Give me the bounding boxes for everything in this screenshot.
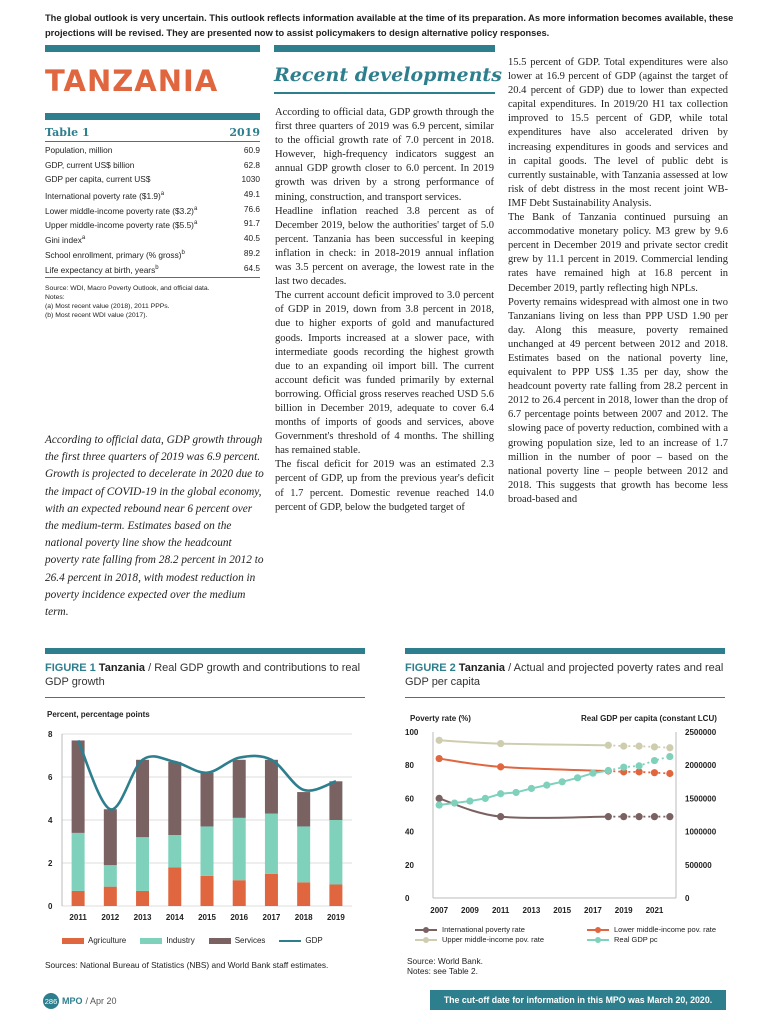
svg-text:2014: 2014: [165, 913, 184, 922]
legend-item: Services: [209, 936, 266, 945]
row-value: 91.7: [243, 218, 260, 229]
svg-text:2018: 2018: [294, 913, 313, 922]
table-row: [45, 231, 260, 246]
svg-text:2019: 2019: [326, 913, 345, 922]
figure-rule: [45, 697, 365, 698]
key-indicators-table: [45, 113, 260, 320]
paragraph: The current account deficit improved to 3.0 percent of GDP in 2019, down from 3.8 percent in 2018, due to higher exports of gold and manufactured goods. Imports increased at a slower pace, with intermediate goods recording the highest growth due to an expanding oil import bill. The current account deficit was funded primarily by external borrowing. Official gross reserves reached USD 5.6 billion in December 2019, adequate to cover 6.4 months of imports of goods and services, above Government's threshold of 4 months. The shilling has remained stable.: [275, 290, 494, 457]
row-value: 64.5: [243, 262, 260, 273]
figure-title: [405, 661, 725, 689]
row-value: 89.2: [243, 247, 260, 258]
body-column-2: [275, 106, 494, 515]
svg-text:80: 80: [405, 761, 414, 771]
figure-caption: / Real GDP growth and contributions to real GDP growth: [45, 662, 361, 688]
figure-label: FIGURE 2: [405, 662, 456, 674]
figure1-source: Sources: National Bureau of Statistics (NBS) and World Bank staff estimates.: [45, 960, 329, 970]
legend-item: Upper middle-income pov. rate: [415, 935, 544, 944]
table-row: [45, 158, 260, 173]
summary-text: According to official data, GDP growth through the first three quarters of 2019 was 6.9 percent. Growth is projected to decelerate in 2020 due to the impact of COVID-19 in the global economy, with an expected rebound near 6 percent over the medium-term. Estimates based on the national poverty line show the headcount poverty rate falling from 28.2 percent in 2012 to 26.4 percent in 2018, with modest reduction in poverty incidence expected over the medium term.: [45, 434, 264, 619]
paragraph: The Bank of Tanzania continued pursuing an accommodative monetary policy. M3 grew by 9.6 percent in December 2019 and private sector credit grew by 11.1 percent in 2019. Commercial lending rates have remained high at 16.8 percent in December 2019, partly reflecting high NPLs.: [508, 212, 728, 294]
legend-item: Lower middle-income pov. rate: [587, 925, 716, 934]
figure2-source-text: Source: World Bank.: [407, 956, 483, 966]
table-top-bar: [45, 113, 260, 120]
svg-text:1000000: 1000000: [685, 827, 717, 837]
legend-item: Real GDP pc: [587, 935, 658, 944]
figure-country: Tanzania: [458, 662, 506, 674]
disclaimer-text: The global outlook is very uncertain. This outlook reflects information available at the time of its preparation. As more information becomes available, these projections will be revised. They are presented now to assist policymakers to design alternative policy responses.: [45, 13, 734, 38]
legend-color-swatch: [140, 938, 162, 944]
row-value: 1030: [241, 174, 260, 185]
row-label: International poverty rate ($1.9)$^a$: [45, 190, 165, 201]
paragraph: According to official data, GDP growth through the first three quarters of 2019 was 6.9 percent, similar to the official growth rate of 7.0 percent in 2018. However, high-frequency indicators suggest an annual GDP growth closer to 6.0 percent. In 2019 growth was driven by a strong performance of mining, construction, and transport services.: [275, 107, 494, 203]
row-label: GDP, current US$ billion: [45, 159, 135, 170]
svg-text:2016: 2016: [230, 913, 249, 922]
svg-text:4: 4: [48, 816, 53, 825]
svg-text:2015: 2015: [198, 913, 216, 922]
row-label: Lower middle-income poverty rate ($3.2)$^a$: [45, 205, 198, 216]
figure2-left-axis-label: Poverty rate (%): [410, 714, 471, 723]
svg-text:8: 8: [48, 730, 53, 739]
legend-item: Industry: [140, 936, 194, 945]
row-label: Gini index$^a$: [45, 234, 86, 245]
table-row: [45, 187, 260, 202]
svg-text:0: 0: [685, 894, 690, 903]
row-label: School enrollment, primary (% gross)$^b$: [45, 249, 185, 260]
svg-text:2007: 2007: [430, 906, 449, 915]
table-year: 2019: [229, 126, 260, 139]
legend-item: GDP: [279, 936, 322, 945]
table-row: [45, 172, 260, 187]
figure1-y-axis-label: Percent, percentage points: [47, 710, 150, 719]
figure-1: [45, 648, 365, 698]
left-column-top-bar: [45, 45, 260, 52]
svg-text:2: 2: [48, 859, 53, 868]
table-source: Source: WDI, Macro Poverty Outlook, and official data.: [45, 285, 210, 293]
table-notes-label: Notes:: [45, 294, 65, 302]
svg-text:2013: 2013: [522, 906, 541, 915]
paragraph: The fiscal deficit for 2019 was an estimated 2.3 percent of GDP, up from the previous year's deficit of 1.7 percent. Domestic revenue reached 14.0 percent of GDP, below the budgeted target of: [275, 459, 494, 513]
middle-column-top-bar: [274, 45, 495, 52]
figure-title: [45, 661, 365, 689]
svg-text:2012: 2012: [101, 913, 120, 922]
table-row: [45, 143, 260, 158]
row-label: Life expectancy at birth, years$^b$: [45, 264, 159, 275]
svg-text:2011: 2011: [491, 906, 510, 915]
svg-text:2021: 2021: [645, 906, 664, 915]
row-value: 49.1: [243, 189, 260, 200]
country-title: TANZANIA: [45, 64, 219, 98]
footer-page-info: [43, 993, 117, 1009]
figure-top-bar: [45, 648, 365, 654]
row-label: Population, million: [45, 145, 113, 155]
figure2-source: [407, 956, 483, 976]
figure-country: Tanzania: [98, 662, 146, 674]
cutoff-date-banner: The cut-off date for information in this MPO was March 20, 2020.: [430, 990, 726, 1010]
figure2-legend: [415, 925, 735, 947]
svg-text:0: 0: [405, 894, 410, 903]
svg-text:2013: 2013: [133, 913, 152, 922]
svg-text:20: 20: [405, 860, 414, 870]
paragraph: 15.5 percent of GDP. Total expenditures were also lower at 16.9 percent of GDP (against the target of 20.4 percent of GDP) due to lower than expected capital expenditures. In 2019/20 H1 tax collection improved to 15.5 percent of GDP, while total expenditures have also accelerated driven by increasing expenditures in goods and services and in capital goods. The level of public debt is currently sustainable, with Tanzania assessed at low risk of debt distress in the most recent joint WB-IMF Debt Sustainability Analysis.: [508, 57, 728, 209]
page-number-badge: 286: [43, 993, 59, 1009]
svg-text:2017: 2017: [584, 906, 602, 915]
publication-name: MPO: [62, 996, 83, 1006]
table-notes: [45, 284, 260, 320]
figure2-chart: [400, 725, 730, 920]
figure1-legend: [62, 936, 323, 945]
publication-date: / Apr 20: [85, 996, 117, 1006]
figure2-right-axis-label: Real GDP per capita (constant LCU): [581, 714, 717, 723]
legend-marker-icon: [587, 936, 611, 944]
figure-label: FIGURE 1: [45, 662, 96, 674]
figure2-notes-text: Notes: see Table 2.: [407, 966, 478, 976]
svg-text:60: 60: [405, 794, 414, 804]
row-value: 76.6: [243, 203, 260, 214]
table-row: [45, 216, 260, 231]
svg-text:40: 40: [405, 827, 414, 837]
svg-text:100: 100: [405, 728, 419, 737]
table-rows: [45, 142, 260, 278]
figure1-chart: [40, 725, 360, 925]
paragraph: Headline inflation reached 3.8 percent as of December 2019, below the authorities' target of 5.0 percent. Tanzania has been successful in keeping inflation in check: in 2018-2019 annual inflation was 3.5 percent on average, the lowest rate in the last two decades.: [275, 205, 494, 288]
row-value: 62.8: [243, 159, 260, 170]
table-note-b: (b) Most recent WDI value (2017).: [45, 312, 148, 320]
svg-text:2009: 2009: [461, 906, 479, 915]
svg-text:2015: 2015: [553, 906, 572, 915]
legend-color-swatch: [209, 938, 231, 944]
legend-marker-icon: [415, 936, 439, 944]
table-row: [45, 261, 260, 276]
row-value: 40.5: [243, 233, 260, 244]
figure-rule: [405, 697, 725, 698]
legend-item: International poverty rate: [415, 925, 525, 934]
section-rule: [274, 92, 495, 94]
row-label: GDP per capita, current US$: [45, 174, 151, 185]
legend-color-swatch: [62, 938, 84, 944]
figure-2: [405, 648, 725, 698]
legend-marker-icon: [587, 926, 611, 934]
svg-text:2000000: 2000000: [685, 761, 717, 771]
svg-text:2019: 2019: [614, 906, 633, 915]
svg-text:2017: 2017: [262, 913, 281, 922]
legend-marker-icon: [415, 926, 439, 934]
row-label: Upper middle-income poverty rate ($5.5)$^a$: [45, 220, 198, 231]
table-title: Table 1: [45, 126, 90, 139]
figure-top-bar: [405, 648, 725, 654]
legend-item: Agriculture: [62, 936, 126, 945]
table-note-a: (a) Most recent value (2018), 2011 PPPs.: [45, 303, 170, 311]
svg-text:1500000: 1500000: [685, 794, 717, 804]
row-value: 60.9: [243, 145, 260, 155]
legend-line-swatch: [279, 940, 301, 942]
table-row: [45, 202, 260, 217]
svg-text:2500000: 2500000: [685, 728, 717, 737]
body-column-3: [508, 56, 728, 507]
svg-text:500000: 500000: [685, 860, 712, 870]
svg-text:2011: 2011: [69, 913, 87, 922]
section-title: Recent developments: [274, 64, 502, 86]
table-row: [45, 246, 260, 261]
svg-text:6: 6: [48, 773, 53, 782]
paragraph: Poverty remains widespread with almost one in two Tanzanians living on less than PPP USD 1.90 per day. Along this measure, poverty remained unchanged at 49 percent between 2012 and 2018. Estimates based on the national poverty line, equivalent to PPP US$ 1.35 per day, show the headcount poverty rate falling from 28.2 percent in 2012 to 26.4 percent in 2018, lower than the drop of 6.7 percentage points between 2007 and 2012. The slowing pace of poverty reduction, combined with a growing population size, led to an increase of 1.7 million in the number of poor – based on the national poverty line – people between 2012 and 2018. This suggests that growth has become less broad-based and: [508, 296, 728, 505]
svg-text:0: 0: [48, 902, 53, 911]
table-header: [45, 126, 260, 142]
figure-caption: / Actual and projected poverty rates and real GDP per capita: [405, 662, 724, 688]
